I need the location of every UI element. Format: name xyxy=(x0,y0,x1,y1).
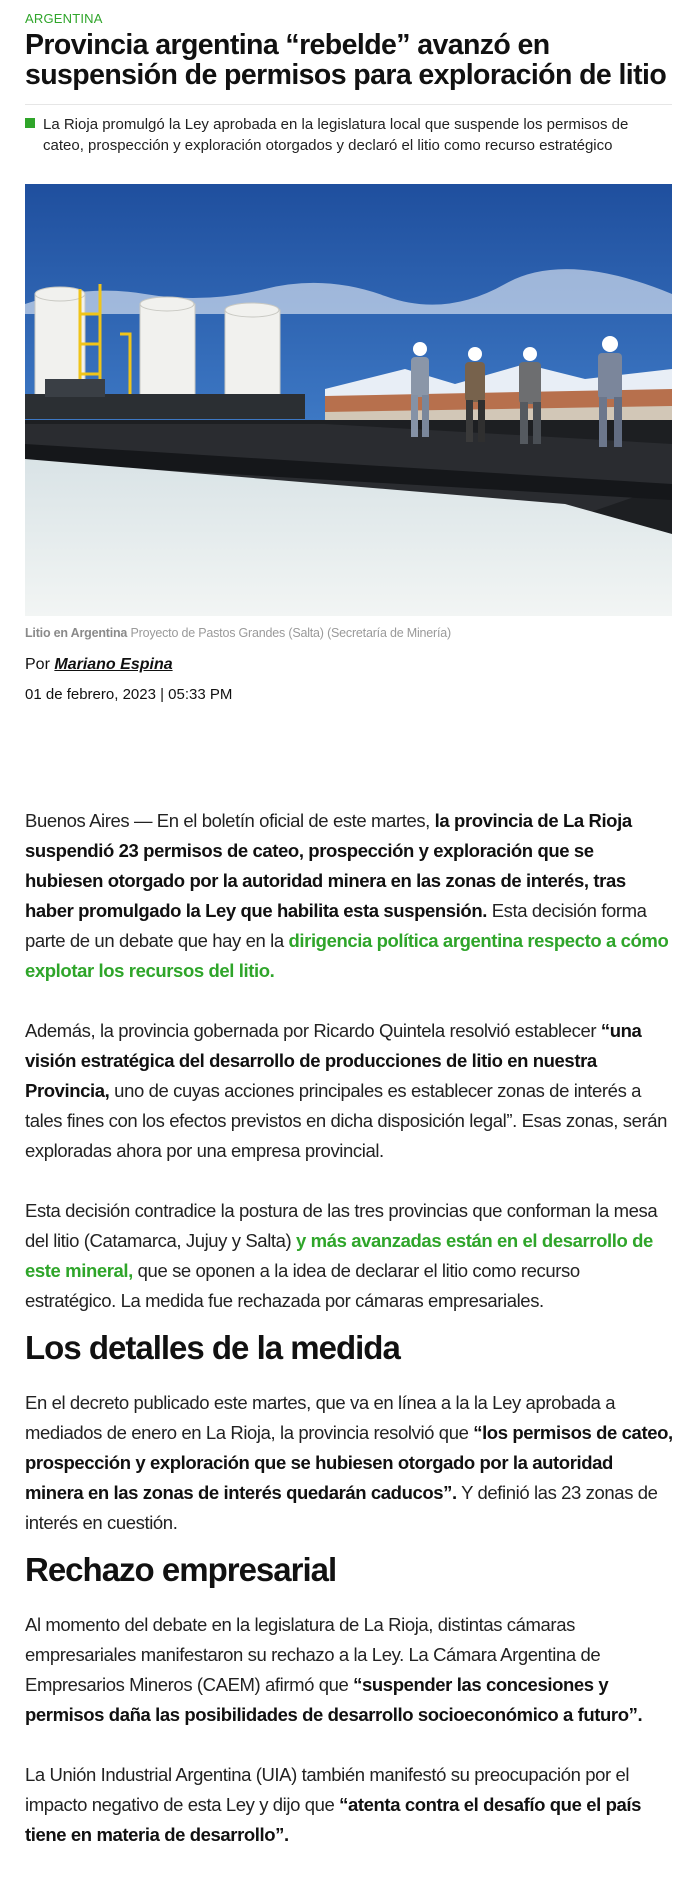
byline xyxy=(25,656,173,674)
paragraph-6 xyxy=(25,1760,675,1850)
lithium-pond-illustration xyxy=(25,184,672,616)
text: Buenos Aires — En el boletín oficial de este martes, xyxy=(25,810,435,831)
text: Y definió las 23 zonas de interés en cuestión. xyxy=(25,1482,658,1533)
text: Además, la provincia gobernada por Ricardo Quintela resolvió establecer xyxy=(25,1020,601,1041)
paragraph-1 xyxy=(25,806,675,986)
paragraph-2 xyxy=(25,1016,675,1166)
text: uno de cuyas acciones principales es establecer zonas de interés a tales fines con los efectos previstos en dicha disposición legal”. Esas zonas, serán exploradas ahora por una empresa provincial. xyxy=(25,1080,668,1161)
related-link-mineral-development[interactable]: y más avanzadas están en el desarrollo de este mineral, xyxy=(25,1230,653,1281)
text: Al momento del debate en la legislatura de La Rioja, distintas cámaras empresariales manifestaron su rechazo a la Ley. La Cámara Argentina de Empresarios Mineros (CAEM) afirmó que xyxy=(25,1614,601,1695)
byline-prefix: Por xyxy=(25,656,50,673)
summary-bullet-icon xyxy=(25,118,35,128)
paragraph-4 xyxy=(25,1388,675,1538)
bold-text: la provincia de La Rioja suspendió 23 permisos de cateo, prospección y exploración que se hubiesen otorgado por la autoridad minera en las zonas de interés, tras haber promulgado la Ley que habilita esta suspensión. xyxy=(25,810,632,921)
bold-text: “atenta contra el desafío que el país tiene en materia de desarrollo”. xyxy=(25,1794,641,1845)
text: Esta decisión forma parte de un debate que hay en la xyxy=(25,900,647,951)
lead-photo[interactable] xyxy=(25,184,672,616)
caption-credit: (Secretaría de Minería) xyxy=(327,626,451,640)
bold-text: “una visión estratégica del desarrollo de producciones de litio en nuestra Provincia, xyxy=(25,1020,642,1101)
headline: Provincia argentina “rebelde” avanzó en suspensión de permisos para exploración de litio xyxy=(25,29,667,91)
related-link-lithium-debate[interactable]: dirigencia política argentina respecto a cómo explotar los recursos del litio. xyxy=(25,930,669,981)
subheading-rejection: Rechazo empresarial xyxy=(25,1551,337,1588)
photo-caption xyxy=(25,626,451,640)
bold-text: “los permisos de cateo, prospección y exploración que se hubiesen otorgado por la autoridad minera en las zonas de interés quedarán caducos”. xyxy=(25,1422,673,1503)
caption-title: Litio en Argentina xyxy=(25,626,128,640)
section-kicker[interactable]: ARGENTINA xyxy=(25,11,103,26)
text: La Unión Industrial Argentina (UIA) también manifestó su preocupación por el impacto negativo de esta Ley y dijo que xyxy=(25,1764,630,1815)
text: Esta decisión contradice la postura de las tres provincias que conforman la mesa del litio (Catamarca, Jujuy y Salta) xyxy=(25,1200,658,1251)
divider xyxy=(25,104,672,105)
text: En el decreto publicado este martes, que va en línea a la la Ley aprobada a mediados de enero en La Rioja, la provincia resolvió que xyxy=(25,1392,616,1443)
subheading-details: Los detalles de la medida xyxy=(25,1329,400,1366)
summary: La Rioja promulgó la Ley aprobada en la legislatura local que suspende los permisos de cateo, prospección y exploración otorgados y declaró el litio como recurso estratégico xyxy=(43,116,629,154)
publish-date: 01 de febrero, 2023 | 05:33 PM xyxy=(25,686,233,703)
paragraph-3 xyxy=(25,1196,675,1316)
text: que se oponen a la idea de declarar el litio como recurso estratégico. La medida fue rechazada por cámaras empresariales. xyxy=(25,1260,580,1311)
bold-text: “suspender las concesiones y permisos daña las posibilidades de desarrollo socioeconómico a futuro”. xyxy=(25,1674,643,1725)
article-body xyxy=(25,806,675,1880)
paragraph-5 xyxy=(25,1610,675,1730)
author-link[interactable]: Mariano Espina xyxy=(54,656,173,673)
caption-text: Proyecto de Pastos Grandes (Salta) xyxy=(130,626,324,640)
